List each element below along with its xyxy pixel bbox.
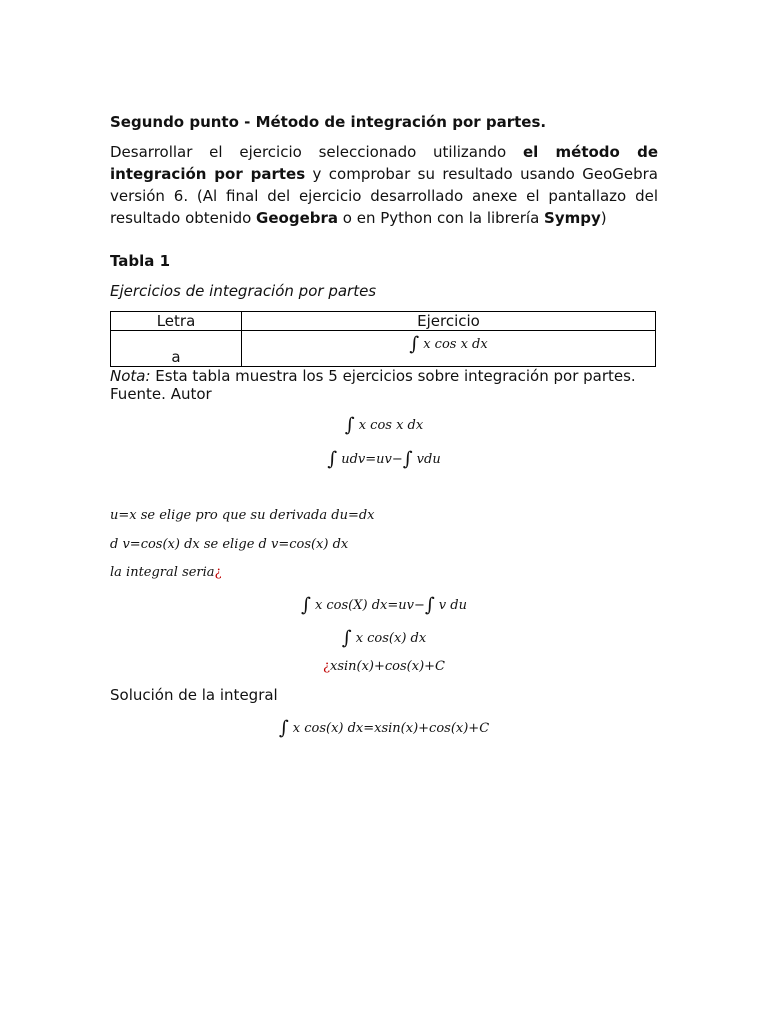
note-text: Esta tabla muestra los 5 ejercicios sobre integración por partes. [150,367,636,385]
table-note [110,367,670,403]
table-header-row [111,312,656,331]
formula-5-text: xsin(x)+cos(x)+C [329,659,445,674]
integral-symbol: ∫ [301,594,311,616]
intro-text-4: ) [600,209,607,227]
table-row [111,331,656,367]
integral-symbol: ∫ [409,333,420,355]
intro-text-3: o en Python con la librería [338,209,545,227]
note-label: Nota: [110,367,151,385]
formula-3-right: v du [438,598,467,613]
formula-4 [0,625,768,647]
intro-bold-geogebra: Geogebra [256,209,339,227]
header-ejercicio: Ejercicio [242,312,656,331]
red-mark: ¿ [214,565,222,580]
integral-symbol: ∫ [402,448,413,470]
integral-symbol: ∫ [327,448,338,470]
row-exercise-formula: x cos x dx [423,337,488,352]
integral-symbol: ∫ [341,627,352,649]
intro-paragraph [110,141,658,229]
exercise-table [110,311,656,367]
integral-statement [110,565,222,580]
formula-3 [0,592,768,614]
table-title: Tabla 1 [110,252,171,270]
integral-symbol: ∫ [278,717,289,739]
dv-definition: d v=cos(x) dx se elige d v=cos(x) dx [110,537,349,552]
formula-parts-left: udv=uv− [341,452,403,467]
section-heading: Segundo punto - Método de integración por partes. [110,113,547,131]
formula-3-left: x cos(X) dx=uv− [314,598,425,613]
row-exercise [242,331,656,367]
table-caption: Ejercicios de integración por partes [110,282,377,300]
intro-text-2: y comprobar su resultado usando GeoGebra versión 6. (Al final del ejercicio desarrollado anexe el pantallazo del resultado obtenido [110,165,658,227]
note-source: Fuente. Autor [110,385,212,403]
formula-parts-rule [0,446,768,468]
solution-formula [0,715,768,737]
intro-bold-method: el método de integración por partes [110,143,658,183]
formula-4-text: x cos(x) dx [355,631,427,646]
row-letter: a [111,331,242,367]
solution-formula-text: x cos(x) dx=xsin(x)+cos(x)+C [292,721,490,736]
formula-1 [0,412,768,434]
formula-1-text: x cos x dx [358,418,424,433]
formula-5 [0,659,768,674]
integral-statement-text: la integral seria [110,565,215,580]
formula-parts-right: vdu [416,452,441,467]
u-definition: u=x se elige pro que su derivada du=dx [110,508,375,523]
red-mark: ¿ [323,659,330,674]
intro-text-1: Desarrollar el ejercicio seleccionado utilizando [110,143,523,161]
solution-label: Solución de la integral [110,686,278,704]
integral-symbol: ∫ [344,414,355,436]
intro-bold-sympy: Sympy [544,209,601,227]
header-letra: Letra [111,312,242,331]
integral-symbol: ∫ [424,594,435,616]
